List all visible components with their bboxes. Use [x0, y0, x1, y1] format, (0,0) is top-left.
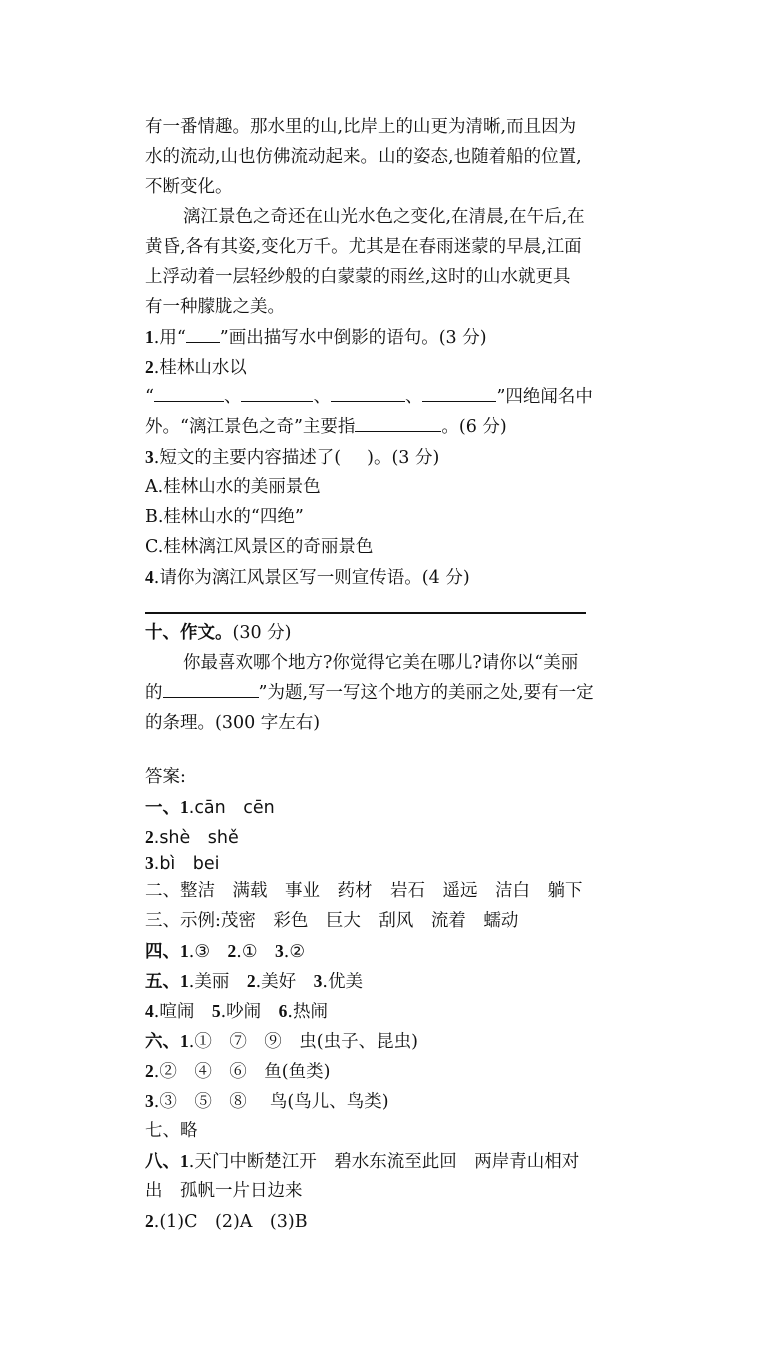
answer-row — [145, 1180, 635, 1202]
essay-heading — [145, 622, 635, 644]
answer-text: .③ — [188, 942, 228, 962]
answer-text: 七、略 — [145, 1121, 198, 1141]
question-3 — [145, 446, 635, 469]
passage-line — [145, 116, 635, 138]
item-number: 2 — [145, 1061, 154, 1081]
question-2-blanks — [145, 386, 635, 408]
item-number: 2 — [246, 971, 256, 991]
question-text: )。(3 分) — [367, 448, 440, 468]
section-number: 五、 — [145, 972, 180, 992]
answer-row — [145, 1000, 635, 1023]
essay-text: 你最喜欢哪个地方?你觉得它美在哪儿?请你以“美丽 — [183, 653, 579, 673]
item-number: 1 — [180, 797, 189, 817]
question-2-cont — [145, 416, 635, 438]
answer-blank[interactable] — [163, 696, 259, 698]
question-1 — [145, 326, 635, 349]
section-number: 四、 — [145, 942, 180, 962]
answers-title — [145, 766, 635, 788]
answer-row — [145, 1210, 635, 1233]
answer-row — [145, 910, 635, 932]
answer-blank[interactable] — [154, 400, 224, 402]
essay-text: 的条理。(300 字左右) — [145, 713, 321, 733]
passage-text: 不断变化。 — [145, 177, 233, 197]
answer-text: .bì bei — [153, 854, 220, 874]
answer-blank[interactable] — [355, 430, 441, 432]
passage-text: 有一番情趣。那水里的山,比岸上的山更为清晰,而且因为 — [145, 117, 577, 137]
essay-text: ”为题,写一写这个地方的美丽之处,要有一定 — [258, 683, 594, 703]
option-c — [145, 536, 635, 558]
answer-text: .优美 — [322, 972, 363, 992]
answer-text: .② ④ ⑥ 鱼(鱼类) — [153, 1062, 331, 1082]
item-number: 4 — [145, 1001, 154, 1021]
answer-text: 三、示例:茂密 彩色 巨大 刮风 流着 蠕动 — [145, 911, 519, 931]
answer-text: 二、整洁 满载 事业 药材 岩石 遥远 洁白 躺下 — [145, 881, 583, 901]
item-number: 5 — [211, 1001, 221, 1021]
option-b — [145, 506, 635, 528]
answer-row — [145, 852, 635, 875]
separator: 、 — [313, 387, 331, 407]
section-number: 一、 — [145, 798, 180, 818]
answer-text: .③ ⑤ ⑧ 鸟(鸟儿、鸟类) — [153, 1092, 389, 1112]
answer-text: .美好 — [255, 972, 314, 992]
question-text: .短文的主要内容描述了( — [153, 448, 342, 468]
answer-text: .天门中断楚江开 碧水东流至此回 两岸青山相对 — [188, 1152, 580, 1172]
question-number: 3 — [145, 447, 154, 467]
essay-line — [145, 682, 635, 704]
item-number: 2 — [227, 941, 237, 961]
question-text: .请你为漓江风景区写一则宣传语。(4 分) — [153, 568, 470, 588]
answer-text: .(1)C (2)A (3)B — [153, 1212, 308, 1232]
answer-row — [145, 1090, 635, 1113]
answer-text: 出 孤帆一片日边来 — [145, 1181, 303, 1201]
item-number: 2 — [145, 827, 154, 847]
section-number: 八、 — [145, 1152, 180, 1172]
passage-text: 水的流动,山也仿佛流动起来。山的姿态,也随着船的位置, — [145, 147, 582, 167]
question-text: .桂林山水以 — [153, 358, 247, 378]
answer-text: .cān cēn — [188, 798, 275, 818]
option-text: C.桂林漓江风景区的奇丽景色 — [145, 537, 374, 557]
item-number: 3 — [145, 1091, 154, 1111]
answer-text: .① ⑦ ⑨ 虫(虫子、昆虫) — [188, 1032, 418, 1052]
separator: 、 — [223, 387, 242, 407]
passage-line — [145, 176, 635, 198]
question-text: ”四绝闻名中 — [496, 387, 593, 407]
answer-text: .② — [283, 942, 306, 962]
passage-text: 上浮动着一层轻纱般的白蒙蒙的雨丝,这时的山水就更具 — [145, 267, 571, 287]
answer-row — [145, 940, 635, 963]
question-text: ”画出描写水中倒影的语句。(3 分) — [219, 328, 487, 348]
question-number: 4 — [145, 567, 154, 587]
answer-row — [145, 1150, 635, 1173]
option-text: A.桂林山水的美丽景色 — [145, 477, 321, 497]
answer-text: .美丽 — [188, 972, 247, 992]
answer-blank[interactable] — [422, 400, 496, 402]
answer-blank[interactable] — [241, 400, 313, 402]
answer-text: .热闹 — [287, 1002, 328, 1022]
answer-blank[interactable] — [186, 341, 220, 343]
passage-text: 黄昏,各有其姿,变化万千。尤其是在春雨迷蒙的早晨,江面 — [145, 237, 582, 257]
passage-text: 漓江景色之奇还在山光水色之变化,在清晨,在午后,在 — [183, 207, 585, 227]
essay-line — [145, 652, 673, 674]
item-number: 1 — [180, 941, 189, 961]
item-number: 1 — [180, 1031, 189, 1051]
answer-text: .① — [236, 942, 276, 962]
option-text: B.桂林山水的“四绝” — [145, 507, 304, 527]
score-text: (30 分) — [232, 623, 292, 643]
quote-mark: “ — [145, 387, 154, 407]
answer-row — [145, 880, 635, 902]
answer-row — [145, 1120, 635, 1142]
answer-row — [145, 796, 635, 819]
section-heading: 十、作文。 — [145, 623, 233, 643]
item-number: 3 — [145, 853, 154, 873]
question-text: 。(6 分) — [441, 417, 507, 437]
passage-text: 有一种朦胧之美。 — [145, 297, 285, 317]
passage-line — [145, 296, 635, 318]
passage-line — [145, 236, 635, 258]
answer-line[interactable] — [145, 612, 586, 614]
separator: 、 — [404, 387, 423, 407]
option-a — [145, 476, 635, 498]
item-number: 1 — [180, 1151, 189, 1171]
answer-blank[interactable] — [331, 400, 405, 402]
item-number: 6 — [278, 1001, 288, 1021]
question-2 — [145, 356, 635, 379]
passage-line — [145, 206, 673, 228]
answer-row — [145, 826, 635, 849]
answer-row — [145, 970, 635, 993]
question-text: .用“ — [153, 328, 186, 348]
essay-line — [145, 712, 635, 734]
item-number: 3 — [275, 941, 284, 961]
answer-text: .喧闹 — [153, 1002, 212, 1022]
answer-row — [145, 1030, 635, 1053]
item-number: 3 — [313, 971, 323, 991]
question-number: 2 — [145, 357, 154, 377]
passage-line — [145, 266, 635, 288]
item-number: 1 — [180, 971, 189, 991]
essay-text: 的 — [145, 683, 163, 703]
answer-text: .吵闹 — [220, 1002, 279, 1022]
question-4 — [145, 566, 635, 589]
answer-text: .shè shě — [153, 828, 239, 848]
item-number: 2 — [145, 1211, 154, 1231]
section-number: 六、 — [145, 1032, 180, 1052]
answer-row — [145, 1060, 635, 1083]
answers-heading: 答案: — [145, 767, 186, 787]
passage-line — [145, 146, 635, 168]
question-number: 1 — [145, 327, 154, 347]
question-text: 外。“漓江景色之奇”主要指 — [145, 417, 356, 437]
